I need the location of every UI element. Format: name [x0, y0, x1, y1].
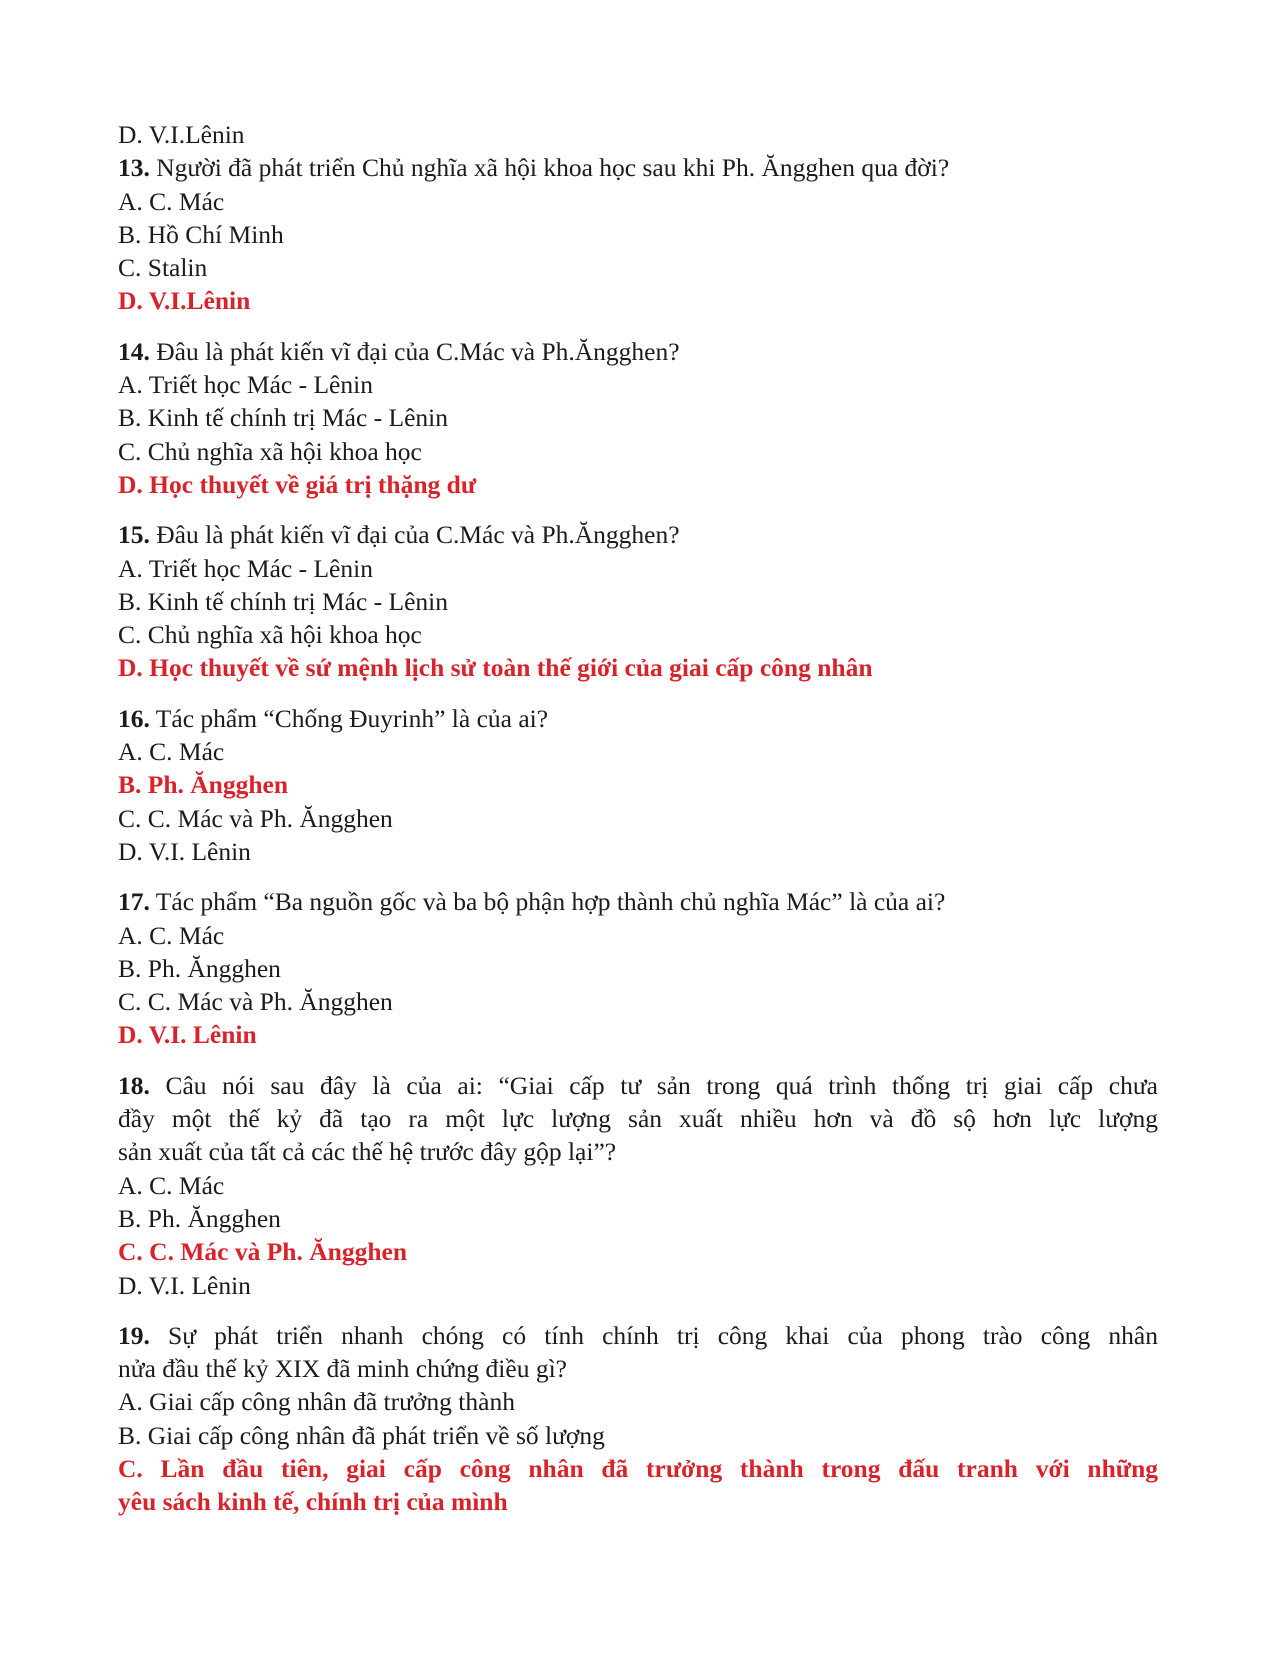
question-15: [118, 518, 1158, 684]
option-b: B. Giai cấp công nhân đã phát triển về số lượng: [118, 1420, 605, 1450]
question-prompt: Sự phát triển nhanh chóng có tính chính trị công khai của phong trào công nhân: [168, 1320, 1158, 1350]
correct-answer: D. Học thuyết về sứ mệnh lịch sử toàn thế giới của giai cấp công nhân: [118, 653, 873, 683]
question-number: 13.: [118, 153, 150, 183]
option-a: A. C. Mác: [118, 920, 225, 950]
option-a: A. C. Mác: [118, 737, 225, 767]
correct-answer: C. C. Mác và Ph. Ăngghen: [118, 1237, 408, 1267]
question-13: [118, 151, 1158, 317]
option-b: B. Kinh tế chính trị Mác - Lênin: [118, 586, 449, 616]
option-b: B. Ph. Ăngghen: [118, 1203, 281, 1233]
option-a: A. Giai cấp công nhân đã trưởng thành: [118, 1387, 515, 1417]
option-d: D. V.I. Lênin: [118, 1270, 251, 1300]
correct-answer: C. Lần đầu tiên, giai cấp công nhân đã trưởng thành trong đấu tranh với những: [118, 1453, 1158, 1483]
question-prompt: Đâu là phát kiến vĩ đại của C.Mác và Ph.Ăngghen?: [156, 336, 680, 366]
quiz-page: [118, 118, 1158, 1519]
question-text-cont: nửa đầu thế kỷ XIX đã minh chứng điều gì?: [118, 1354, 567, 1384]
question-text: [118, 702, 1158, 735]
option-c: C. C. Mác và Ph. Ăngghen: [118, 987, 393, 1017]
correct-answer: B. Ph. Ăngghen: [118, 770, 289, 800]
question-number: 16.: [118, 703, 150, 733]
question-14: [118, 335, 1158, 501]
question-text-cont: sản xuất của tất cả các thế hệ trước đây gộp lại”?: [118, 1137, 617, 1167]
option-a: A. Triết học Mác - Lênin: [118, 553, 373, 583]
question-text: [118, 885, 1158, 918]
option-c: C. Chủ nghĩa xã hội khoa học: [118, 436, 422, 466]
option-c: C. Chủ nghĩa xã hội khoa học: [118, 620, 422, 650]
question-19: [118, 1319, 1158, 1519]
question-prompt: Câu nói sau đây là của ai: “Giai cấp tư sản trong quá trình thống trị giai cấp chưa: [165, 1070, 1158, 1100]
question-17: [118, 885, 1158, 1051]
option-d: D. V.I. Lênin: [118, 836, 251, 866]
question-number: 17.: [118, 887, 150, 917]
correct-answer: D. Học thuyết về giá trị thặng dư: [118, 469, 477, 499]
correct-answer-cont: yêu sách kinh tế, chính trị của mình: [118, 1487, 508, 1517]
question-text: [118, 518, 1158, 551]
option-a: A. C. Mác: [118, 186, 225, 216]
question-number: 14.: [118, 336, 150, 366]
question-text: [118, 1069, 1158, 1102]
correct-answer: D. V.I.Lênin: [118, 286, 251, 316]
question-text-cont: đầy một thế kỷ đã tạo ra một lực lượng sản xuất nhiều hơn và đồ sộ hơn lực lượng: [118, 1104, 1158, 1134]
option-c: C. C. Mác và Ph. Ăngghen: [118, 803, 393, 833]
question-text: [118, 151, 1158, 184]
option-d: D. V.I.Lênin: [118, 120, 245, 149]
question-number: 15.: [118, 520, 150, 550]
question-prompt: Tác phẩm “Chống Đuyrinh” là của ai?: [155, 703, 549, 733]
question-text: [118, 1319, 1158, 1352]
option-a: A. Triết học Mác - Lênin: [118, 370, 373, 400]
option-a: A. C. Mác: [118, 1170, 225, 1200]
question-16: [118, 702, 1158, 868]
question-text: [118, 335, 1158, 368]
option-b: B. Hồ Chí Minh: [118, 219, 284, 249]
question-number: 19.: [118, 1320, 150, 1350]
question-prompt: Tác phẩm “Ba nguồn gốc và ba bộ phận hợp thành chủ nghĩa Mác” là của ai?: [155, 887, 946, 917]
correct-answer: D. V.I. Lênin: [118, 1020, 257, 1050]
question-prompt: Đâu là phát kiến vĩ đại của C.Mác và Ph.Ăngghen?: [156, 520, 680, 550]
question-prompt: Người đã phát triển Chủ nghĩa xã hội khoa học sau khi Ph. Ăngghen qua đời?: [156, 153, 950, 183]
option-c: C. Stalin: [118, 253, 208, 283]
option-b: B. Kinh tế chính trị Mác - Lênin: [118, 403, 449, 433]
option-b: B. Ph. Ăngghen: [118, 953, 281, 983]
question-18: [118, 1069, 1158, 1302]
question-number: 18.: [118, 1070, 150, 1100]
